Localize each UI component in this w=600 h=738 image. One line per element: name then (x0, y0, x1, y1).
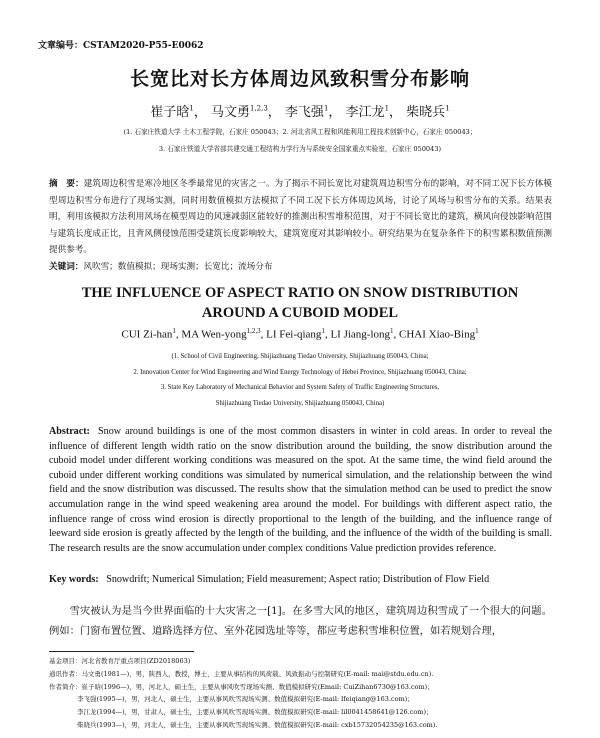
footnote-line: 李江龙(1994—)，男，甘肃人，硕士生，主要从事风吹雪现场实测、数值模拟研究(E-mail: lil0041458641@126.com)； (77, 708, 433, 717)
footnotes (49, 655, 559, 732)
author: MA Wen-yong (181, 328, 247, 341)
english-title (0, 283, 600, 323)
keywords-label: Key words: (49, 574, 99, 585)
keywords-text: 风吹雪；数值模拟；现场实测；长宽比；流场分布 (83, 262, 273, 272)
english-title-line: THE INFLUENCE OF ASPECT RATIO ON SNOW DISTRIBUTION (81, 285, 519, 301)
abstract-text: Snow around buildings is one of the most common disasters in winter in cold areas. In order to reveal the influence of different length width ratio on the snow distribution around the building, the snow distribution around the cuboid model under different working conditions was measured on the spot. At the same time, the wind field around the cuboid under different working conditions was simulated by numerical simulation, and the relationship between the wind field and the snow distribution was discussed. The results show that the simulation method can be used to predict the snow accumulation range in the wind speed weakening area around the model. For buildings with different aspect ratio, the influence range of cross wind erosion is directly proportional to the length of the building, and the influence range of leeward side erosion is greatly affected by the length of the building, and the influence of the width of the building is small. The research results are the snow accumulation under complex conditions Value prediction provides reference. (49, 426, 553, 554)
author-sup: 1,2,3 (246, 327, 261, 335)
abstract-label: 摘 要： (49, 179, 84, 189)
author: CHAI Xiao-Bing (399, 328, 476, 341)
introduction-paragraph: 雪灾被认为是当今世界面临的十大灾害之一[1]。在多雪大风的地区，建筑周边积雪成了一个很大的问题。例如：门窗布置位置、道路选择方位、室外花园选址等等，都应考虑积雪堆积位置，如若规划合理， (49, 605, 552, 637)
abstract-label: Abstract: (49, 426, 90, 437)
author-sup: 1 (475, 327, 479, 335)
author-sup: 1 (189, 104, 194, 113)
author: 马文勇 (210, 105, 250, 120)
affiliation-line: (1. 石家庄铁道大学 土木工程学院，石家庄 050043；2. 河北省风工程和风能利用工程技术创新中心，石家庄 050043； (123, 128, 477, 136)
author-sup: 1 (384, 104, 390, 113)
affiliation-line: 2. Innovation Center for Wind Engineering and Wind Energy Technology of Hebei Province, Shijiazhuang 050043, China; (133, 368, 467, 376)
chinese-title: 长宽比对长方体周边风致积雪分布影响 (129, 68, 470, 90)
author: 李飞强 (284, 105, 324, 120)
english-title-line: AROUND A CUBOID MODEL (201, 305, 399, 321)
author: 崔子晗 (150, 105, 190, 120)
affiliation-line: 3. State Key Laboratory of Mechanical Behavior and System Safety of Traffic Engineering Structures, (160, 384, 440, 391)
affiliation-line: Shijiazhuang Tiedao University, Shijiazhuang 050043, China) (215, 399, 385, 407)
article-number-value: CSTAM2020-P55-E0062 (83, 41, 204, 51)
footnote-line: 李飞强(1995—)，男，河北人，硕士生，主要从事风吹雪现场实测、数值模拟研究(E-mail: lfeiqiang@163.com)； (77, 695, 414, 704)
author: 柴晓兵 (406, 105, 446, 120)
author-sup: 1 (390, 327, 394, 335)
footnote-line: 作者简介：崔子晗(1996—)，男，河北人，硕士生，主要从事风吹雪现场实测、数值模拟研究(Email: CuiZihan6730@163.com)； (49, 682, 434, 691)
article-number (38, 38, 204, 51)
abstract-text: 建筑周边积雪是寒冷地区冬季最常见的灾害之一。为了揭示不同长宽比对建筑周边积雪分布的影响，对不同工况下长方体模型周边积雪分布进行了现场实测，同时用数值模拟方法模拟了不同工况下长方体周边风场，讨论了风场与积雪分布的关系。结果表明，利用该模拟方法利用风场在模型周边的风速减弱区能较好的推测出积雪堆积范围，对于不同长宽比的建筑，横风向侵蚀影响范围与建筑长度成正比，且背风侧侵蚀范围受建筑长度影响较大，建筑宽度对其影响较小。研究结果为在复杂条件下的积雪累积数值预测提供参考。 (49, 179, 552, 255)
footnote-line: 通讯作者：马文勇(1981—)，男，陕西人，教授，博士，主要从事结构的风荷载、风致振动与控制研究(E-mail: mai@stdu.edu.cn). (49, 669, 434, 678)
author: LI Jiang-long (330, 328, 391, 341)
chinese-keywords (49, 260, 552, 272)
article-number-label: 文章编号： (38, 41, 84, 51)
author: CUI Zi-han (121, 328, 173, 341)
affiliation-line: (1. School of Civil Engineering, Shijiazhuang Tiedao University, Shijiazhuang 050043, China; (171, 353, 429, 360)
footnote-line: 基金项目：河北省教育厅重点项目(ZD2018063) (49, 657, 191, 665)
english-affiliations (40, 349, 560, 411)
affiliation-line: 3. 石家庄铁道大学省部共建交通工程结构力学行为与系统安全国家重点实验室，石家庄 050043) (158, 145, 442, 153)
chinese-authors: 崔子晗$^1$， 马文勇$^{1,2,3}$， 李飞强$^1$， 李江龙$^1$， 柴晓兵$^1$ (150, 104, 450, 120)
author: 李江龙 (345, 105, 385, 120)
author-sup: 1,2,3 (249, 104, 268, 113)
english-keywords (49, 574, 552, 585)
keywords-label: 关键词： (49, 262, 84, 272)
chinese-abstract (49, 176, 552, 259)
author-sup: 1 (323, 104, 329, 113)
english-authors: CUI Zi-han$^1$, MA Wen-yong$^{1,2,3}$, LI Fei-qiang$^1$, LI Jiang-long$^1$, CHAI Xiao-Bing$^1$ (121, 327, 479, 341)
author-sup: 1 (445, 104, 450, 113)
chinese-affiliations (70, 124, 530, 158)
author-sup: 1 (321, 327, 325, 335)
keywords-text: Snowdrift; Numerical Simulation; Field measurement; Aspect ratio; Distribution of Flow Field (106, 574, 490, 585)
author: LI Fei-qiang (266, 328, 322, 341)
footnote-line: 柴晓兵(1993—)，男，河北人，硕士生，主要从事风吹雪现场实测、数值模拟研究(E-mail: cxb15732054235@163.com). (77, 720, 438, 729)
author-sup: 1 (172, 327, 176, 335)
english-abstract (49, 425, 552, 556)
footnote-divider (49, 651, 194, 652)
